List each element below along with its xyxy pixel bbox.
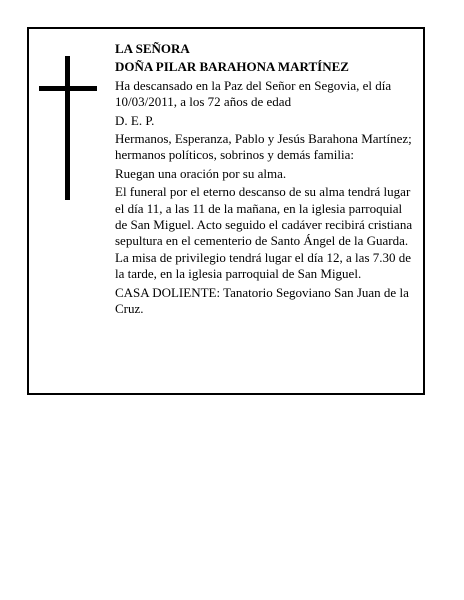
funeral-details: El funeral por el eterno descanso de su alma tendrá lugar el día 11, a las 11 de la mañana, en la iglesia parroquial de San Miguel. Acto seguido el cadáver recibirá cristiana sepultura en el cementerio de Santo Ángel de la Guarda. La misa de privilegio tendrá lugar el día 12, a las 7.30 de la tarde, en la iglesia parroquial de San Miguel. — [115, 184, 413, 282]
deceased-name: DOÑA PILAR BARAHONA MARTÍNEZ — [115, 59, 349, 75]
cross-icon — [39, 56, 97, 200]
obituary-notice — [27, 27, 425, 395]
notice-title-line1: LA SEÑORA — [115, 41, 190, 56]
notice-text — [115, 41, 415, 320]
cross-vertical-bar — [65, 56, 70, 200]
cross-horizontal-bar — [39, 86, 97, 91]
prayer-request: Ruegan una oración por su alma. — [115, 165, 287, 181]
mourning-house: CASA DOLIENTE: Tanatorio Segoviano San Juan de la Cruz. — [115, 284, 409, 317]
rip-line: D. E. P. — [115, 112, 155, 128]
family-list: Hermanos, Esperanza, Pablo y Jesús Barahona Martínez; hermanos políticos, sobrinos y demás familia: — [115, 131, 412, 163]
death-announcement: Ha descansado en la Paz del Señor en Segovia, el día 10/03/2011, a los 72 años de edad — [115, 77, 392, 110]
